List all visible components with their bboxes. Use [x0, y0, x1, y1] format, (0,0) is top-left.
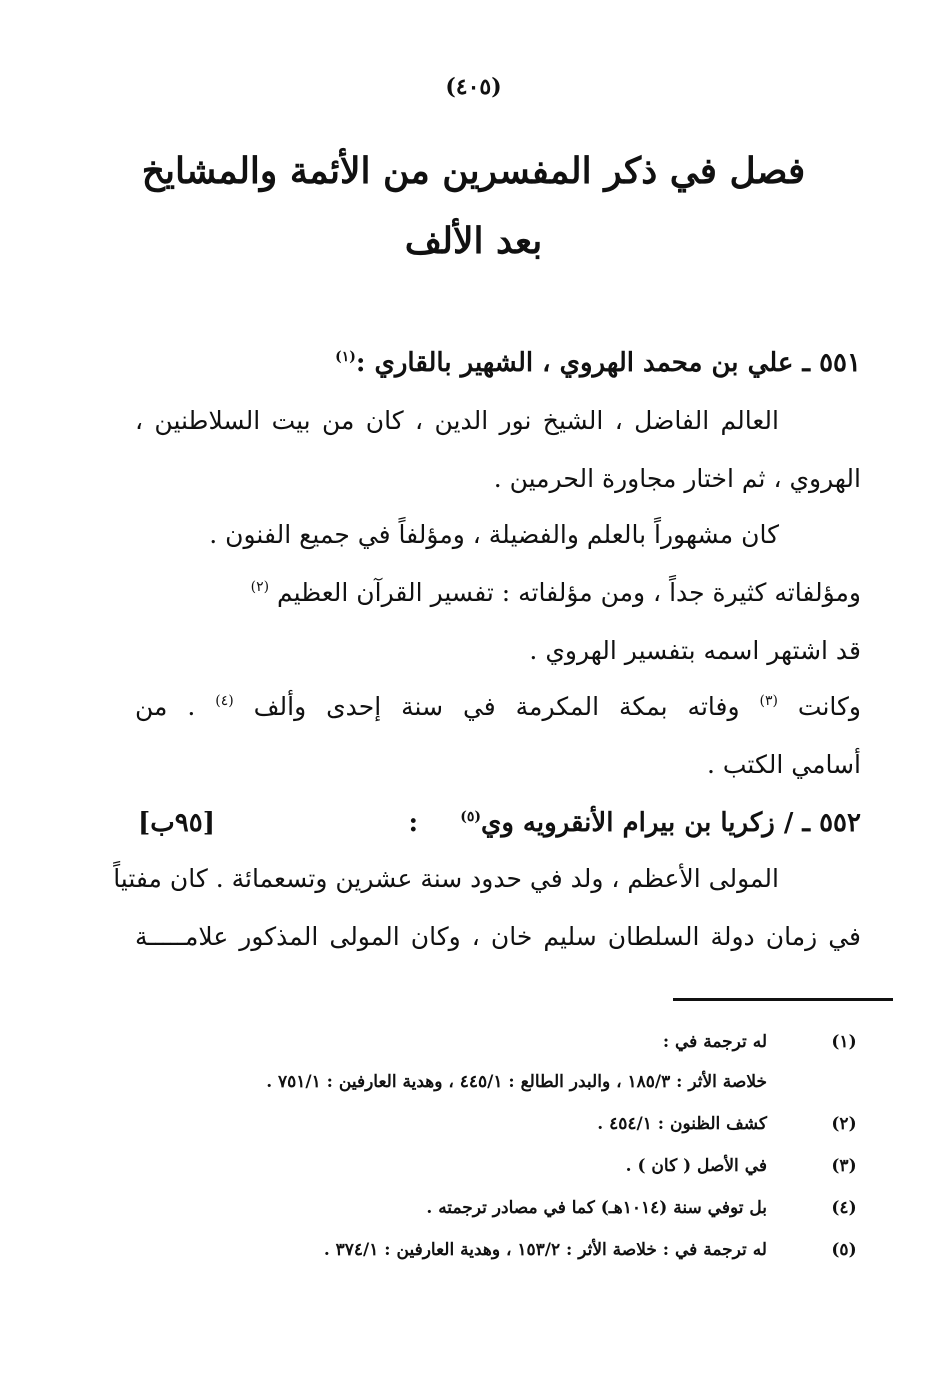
- entry-552-title: [135, 808, 861, 838]
- entry-551-title-text: ٥٥١ ـ علي بن محمد الهروي ، الشهير بالقاري :: [355, 348, 861, 378]
- footnote-3-number: (٣): [831, 1156, 857, 1176]
- entry-551-line-5: قد اشتهر اسمه بتفسير الهروي .: [529, 636, 861, 665]
- entry-551-line-3: كان مشهوراً بالعلم والفضيلة ، ومؤلفاً في جميع الفنون .: [209, 520, 779, 549]
- entry-551-line-6: [135, 692, 861, 721]
- entry-551-line-2: الهروي ، ثم اختار مجاورة الحرمين .: [493, 464, 861, 493]
- footnote-5-number: (٥): [831, 1240, 857, 1260]
- footnote-4-text: بل توفي سنة (١٠١٤هـ) كما في مصادر ترجمته .: [426, 1198, 767, 1218]
- footnote-ref-3: (٣): [759, 693, 778, 709]
- entry-551-line-6-c: . من: [135, 692, 196, 721]
- folio-marker: [٩٥ب]: [138, 808, 216, 838]
- footnote-separator: [673, 998, 893, 1001]
- footnote-4-number: (٤): [831, 1198, 857, 1218]
- entry-552-line-2: في زمان دولة السلطان سليم خان ، وكان المولى المذكور علامـــــة: [135, 922, 861, 951]
- footnote-ref-4: (٤): [215, 693, 234, 709]
- footnote-1-text: له ترجمة في :: [662, 1032, 767, 1052]
- entry-551-line-6-a: وكانت: [797, 692, 861, 721]
- entry-551-line-4-text: ومؤلفاته كثيرة جداً ، ومن مؤلفاته : تفسير القرآن العظيم: [277, 578, 861, 607]
- entry-552-title-colon: :: [408, 808, 419, 838]
- footnote-5-text: له ترجمة في : خلاصة الأثر : ١٥٣/٢ ، وهدية العارفين : ٣٧٤/١ .: [323, 1240, 767, 1260]
- footnote-1-number: (١): [831, 1032, 857, 1052]
- footnote-ref-5: (٥): [460, 809, 481, 825]
- footnote-ref-1: (١): [335, 349, 356, 365]
- footnote-2-text: كشف الظنون : ٤٥٤/١ .: [597, 1114, 767, 1134]
- footnote-3-text: في الأصل ( كان ) .: [625, 1156, 767, 1176]
- section-heading-line-1: فصل في ذكر المفسرين من الأئمة والمشايخ: [141, 150, 806, 192]
- entry-551-line-7: أسامي الكتب .: [706, 750, 861, 779]
- footnote-ref-2: (٢): [250, 579, 270, 595]
- entry-552-title-text: ٥٥٢ ـ / زكريا بن بيرام الأنقرويه وي: [480, 808, 861, 838]
- entry-551-title: [135, 348, 861, 378]
- entry-551-line-4: [135, 578, 861, 607]
- entry-551-line-1: العالم الفاضل ، الشيخ نور الدين ، كان من بيت السلاطنين ،: [135, 406, 779, 435]
- page-number: (٤٠٥): [445, 74, 502, 100]
- section-heading-line-2: بعد الألف: [404, 220, 543, 262]
- entry-552-line-1: المولى الأعظم ، ولد في حدود سنة عشرين وتسعمائة . كان مفتياً: [113, 864, 779, 893]
- footnote-2-number: (٢): [831, 1114, 857, 1134]
- footnote-1-continuation: خلاصة الأثر : ١٨٥/٣ ، والبدر الطالع : ٤٤٥/١ ، وهدية العارفين : ٧٥١/١ .: [266, 1072, 767, 1092]
- entry-551-line-6-b: وفاته بمكة المكرمة في سنة إحدى وألف: [253, 692, 740, 721]
